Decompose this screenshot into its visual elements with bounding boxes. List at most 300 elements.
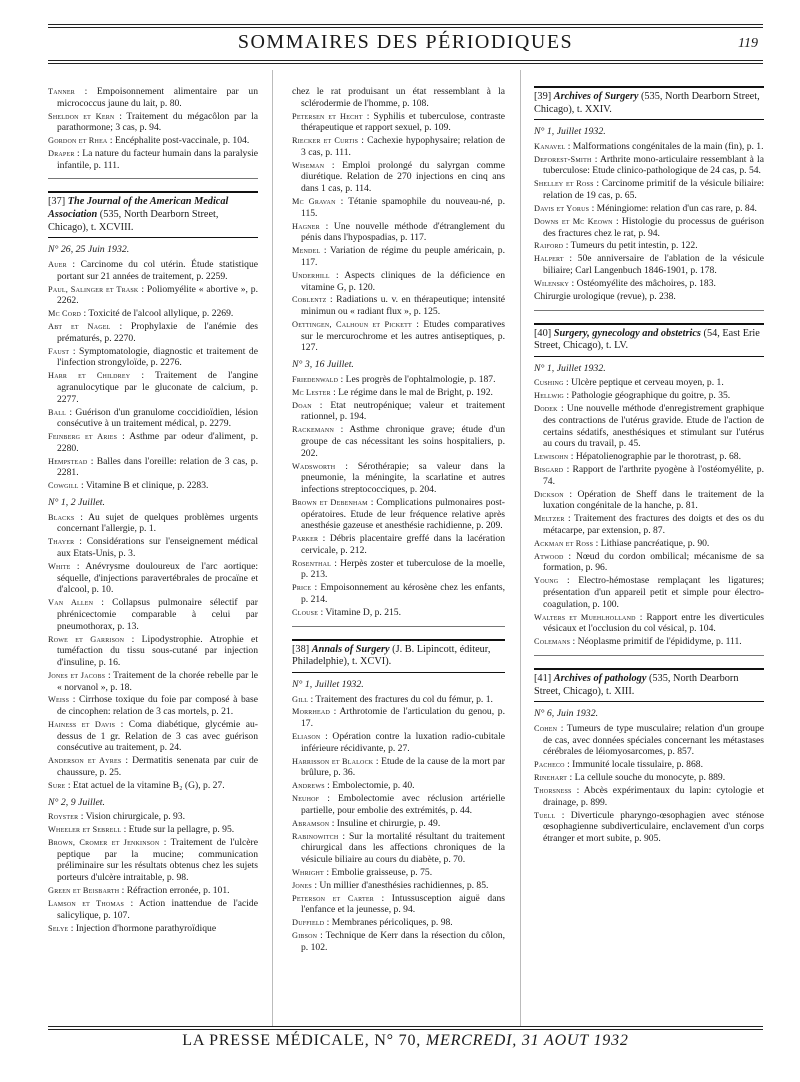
journal-number: [37] xyxy=(48,196,66,208)
entry-author: Wiseman xyxy=(292,160,325,170)
journal-title: Surgery, gynecology and obstetrics xyxy=(553,327,701,339)
bibliography-entry xyxy=(48,837,258,884)
bibliography-entry xyxy=(292,270,505,293)
entry-text: : Carcinome primitif de la vésicule biliaire: relation de 19 cas, p. 65. xyxy=(543,178,764,202)
entry-text: : Symptomatologie, diagnostic et traitement de l'infection strongyloïde, p. 2276. xyxy=(57,345,258,369)
entry-list xyxy=(48,811,258,934)
entry-author: Van Allen xyxy=(48,598,94,608)
entry-author: Auer xyxy=(48,259,67,269)
bibliography-entry xyxy=(292,374,505,386)
entry-author: Jones et Jacobs xyxy=(48,670,106,680)
header-rule xyxy=(48,63,763,64)
entry-text: : Toxicité de l'alcool allylique, p. 2269. xyxy=(83,308,234,320)
entry-text: : Réfraction erronée, p. 101. xyxy=(121,885,230,897)
bibliography-entry xyxy=(48,456,258,479)
section-divider xyxy=(292,626,505,627)
entry-list xyxy=(534,723,764,845)
entry-author: Clouse xyxy=(292,607,319,617)
column-right xyxy=(534,86,764,846)
journal-title: Archives of Surgery xyxy=(553,91,639,102)
entry-author: Hempstead xyxy=(48,456,88,466)
bibliography-entry xyxy=(292,867,505,879)
bibliography-entry xyxy=(534,216,764,239)
bibliography-entry xyxy=(48,431,258,454)
bibliography-entry xyxy=(48,284,258,307)
bibliography-entry xyxy=(48,346,258,369)
entry-text: : Sérothérapie; sa valeur dans la pneumonie, la méningite, la scarlatine et autres infections streptococciques, p. 204. xyxy=(301,460,505,495)
entry-text: : Carcinome du col utérin. Étude statistique portant sur 21 années de traitement, p. 2259. xyxy=(57,258,258,282)
bibliography-entry xyxy=(534,178,764,201)
bibliography-entry xyxy=(48,885,258,897)
bibliography-entry xyxy=(534,723,764,758)
entry-author: Mendel xyxy=(292,246,321,256)
entry-author: Lamson et Thomas xyxy=(48,898,125,908)
entry-author: Harrisson et Blalock xyxy=(292,756,374,766)
entry-author: Cohen xyxy=(534,723,558,733)
bibliography-entry xyxy=(48,780,258,792)
bibliography-entry xyxy=(292,319,505,354)
journal-title: The Journal of the American Medical Association xyxy=(48,196,229,221)
entry-author: Wilensky xyxy=(534,278,570,288)
bibliography-entry xyxy=(48,321,258,344)
journal-address: (54, East Erie Street, Chicago), t. LV. xyxy=(534,327,760,352)
entry-author: Paul, Salinger et Trask xyxy=(48,284,139,294)
journal-title: Archives of pathology xyxy=(553,672,647,684)
entry-text: : Vitamine B et clinique, p. 2283. xyxy=(81,480,209,492)
entry-author: Cushing xyxy=(534,378,564,388)
entry-author: Thorsness xyxy=(534,785,572,795)
entry-author: Walters et Muehlholland xyxy=(534,612,636,622)
entry-text: : Radiations u. v. en thérapeutique; intensité minimun ou « radiant flux », p. 125. xyxy=(301,294,506,318)
entry-author: Underhill xyxy=(292,270,330,280)
entry-author: Davis et Yorus xyxy=(534,203,590,213)
entry-text: chez le rat produisant un état ressemblant à la sclérodermie de l'homme, p. 108. xyxy=(292,86,505,109)
entry-author: Thayer xyxy=(48,537,75,547)
entry-text: : Une nouvelle méthode d'enregistrement graphique des contractions de l'utérus gravide. Etude de l'action de certains sédatifs, anesthésiques et stimulant sur l'utérus au cours du travail, p. 45. xyxy=(543,403,764,450)
entry-text: : Electro-hémostase remplaçant les ligatures; présentation d'un appareil petit et simple pour électro-coagulation, p. 100. xyxy=(543,575,764,610)
bibliography-entry xyxy=(534,451,764,463)
bibliography-entry xyxy=(534,575,764,610)
bibliography-entry xyxy=(292,245,505,268)
entry-author: Sheldon et Kern xyxy=(48,111,115,121)
entry-list xyxy=(48,259,258,492)
journal-number: [38] xyxy=(292,643,310,655)
bibliography-entry xyxy=(292,831,505,866)
entry-text: : La cellule souche du monocyte, p. 889. xyxy=(569,772,726,784)
bibliography-entry xyxy=(534,253,764,276)
entry-text: : Pathologie géographique du goitre, p. 35. xyxy=(566,390,731,402)
entry-list xyxy=(534,141,764,303)
entry-text: : Embolie graisseuse, p. 75. xyxy=(326,866,433,878)
entry-text: : Coma diabétique, glycémie au-dessus de 1 gr. Relation de 3 cas avec guérison consécutive au traitement, p. 24. xyxy=(57,718,258,754)
header-rule xyxy=(48,24,763,25)
entry-author: Rabinowitch xyxy=(292,831,339,841)
bibliography-entry xyxy=(534,403,764,450)
entry-text: : Le régime dans le mal de Bright, p. 192. xyxy=(333,386,493,398)
bibliography-entry xyxy=(48,561,258,596)
entry-text: : Nœud du cordon ombilical; mécanisme de sa formation, p. 96. xyxy=(543,550,764,574)
entry-author: Feinberg et Aries xyxy=(48,432,118,442)
entry-text: : Intussusception aiguë dans l'enfance et la jeunesse, p. 94. xyxy=(301,892,505,916)
bibliography-entry xyxy=(48,898,258,921)
bibliography-entry xyxy=(292,706,505,729)
entry-text: : Technique de Kerr dans la résection du côlon, p. 102. xyxy=(301,930,505,953)
bibliography-entry xyxy=(534,154,764,177)
page-number: 119 xyxy=(738,36,758,51)
page-footer xyxy=(48,1032,763,1050)
bibliography-entry xyxy=(292,818,505,830)
entry-author: Rinehart xyxy=(534,773,568,783)
entry-author: Rosenthal xyxy=(292,558,331,568)
bibliography-entry xyxy=(292,111,505,134)
journal-number: [40] xyxy=(534,327,552,339)
section-divider xyxy=(48,178,258,179)
bibliography-entry xyxy=(292,917,505,929)
entry-author: Duffield xyxy=(292,918,325,928)
entry-text: : Considérations sur l'enseignement médical aux Etats-Unis, p. 3. xyxy=(57,536,258,560)
entry-text: : Traitement de l'ulcère peptique par la mucine; communication préliminaire sur les résultats obtenus chez les sujets porteurs d'ulcère intraitable, p. 98. xyxy=(57,837,258,884)
journal-number: [39] xyxy=(534,91,552,102)
bibliography-entry xyxy=(48,480,258,492)
entry-author: Faust xyxy=(48,346,70,356)
entry-text: : Vision chirurgicale, p. 93. xyxy=(80,811,186,823)
entry-author: Hainess et Davis xyxy=(48,719,116,729)
bibliography-entry xyxy=(534,810,764,845)
bibliography-entry xyxy=(534,240,764,252)
footer-publication: LA PRESSE MÉDICALE, xyxy=(182,1032,370,1049)
bibliography-entry xyxy=(292,694,505,706)
entry-author: Dodek xyxy=(534,404,558,414)
entry-author: Riecker et Curtis xyxy=(292,136,359,146)
entry-text: : Guérison d'un granulome coccidioïdien, lésion consécutive à un traitement médical, p. 2279. xyxy=(57,406,258,430)
entry-author: Kanavel xyxy=(534,141,566,151)
entry-text: : Abcès expérimentaux du lapin: cytologie et drainage, p. 899. xyxy=(543,784,764,808)
entry-author: Sure xyxy=(48,780,66,790)
bibliography-entry xyxy=(48,370,258,405)
bibliography-entry xyxy=(292,497,505,532)
entry-author: Rowe et Garrison xyxy=(48,634,125,644)
entry-text: : Lipodystrophie. Atrophie et tuméfaction du tissu sous-cutané par injection d'insuline, p. 16. xyxy=(57,633,258,668)
entry-author: Draper xyxy=(48,149,75,159)
entry-author: Rackemann xyxy=(292,425,335,435)
entry-author: Lewisohn xyxy=(534,452,569,462)
bibliography-entry xyxy=(292,294,505,317)
entry-text: : Asthme par odeur d'aliment, p. 2280. xyxy=(57,431,259,454)
bibliography-entry xyxy=(48,259,258,282)
journal-heading xyxy=(534,86,764,120)
entry-author: Raiford xyxy=(534,241,564,251)
entry-author: Ackman et Ross xyxy=(534,538,594,548)
bibliography-entry xyxy=(48,148,258,171)
entry-author: Tuell xyxy=(534,810,556,820)
entry-author: Selye xyxy=(48,923,69,933)
column-divider xyxy=(520,70,521,1026)
entry-list xyxy=(292,694,505,954)
bibliography-entry xyxy=(534,612,764,635)
entry-text: : Collapsus pulmonaire sélectif par phrénicectomie comparable à celui par pneumothorax, p. 13. xyxy=(57,597,258,632)
entry-author: Morrhead xyxy=(292,707,330,717)
entry-text: : Variation de régime du peuple américain, p. 117. xyxy=(301,245,505,268)
entry-text: : Prophylaxie de l'anémie des prématurés, p. 2270. xyxy=(57,321,258,344)
entry-list xyxy=(292,86,505,354)
entry-text: : Malformations congénitales de la main (fin), p. 1. xyxy=(567,140,764,152)
entry-text: : Action inattendue de l'acide salicylique, p. 107. xyxy=(57,897,258,921)
entry-author: Meltzer xyxy=(534,514,565,524)
entry-author: Hagner xyxy=(292,221,320,231)
issue-label: N° 1, 2 Juillet. xyxy=(48,497,105,509)
column-left xyxy=(48,86,258,935)
entry-author: Brown et Debenham xyxy=(292,497,368,507)
entry-author: Wheeler et Sebrell xyxy=(48,825,122,835)
bibliography-entry xyxy=(292,731,505,754)
issue-label: N° 1, Juillet 1932. xyxy=(534,126,606,138)
bibliography-entry xyxy=(48,694,258,717)
entry-text: : Débris placentaire greffé dans la lacération cervicale, p. 212. xyxy=(301,533,505,556)
journal-heading xyxy=(292,639,505,673)
bibliography-entry xyxy=(292,756,505,779)
bibliography-entry xyxy=(48,111,258,134)
bibliography-entry xyxy=(534,291,764,303)
bibliography-entry xyxy=(534,141,764,153)
entry-text: : Syphilis et tuberculose, contraste thérapeutique et rapport sexuel, p. 109. xyxy=(301,110,505,134)
entry-text: : Arthrotomie de l'articulation du genou, p. 17. xyxy=(301,706,505,730)
journal-title: Annals of Surgery xyxy=(311,643,390,655)
bibliography-entry xyxy=(292,880,505,892)
entry-author: Gordon et Rhea xyxy=(48,136,108,146)
entry-text: : Méningiome: relation d'un cas rare, p. 84. xyxy=(591,202,757,214)
bibliography-entry xyxy=(292,607,505,619)
entry-author: Colemans xyxy=(534,637,571,647)
entry-author: Ball xyxy=(48,407,66,417)
entry-author: Abramson xyxy=(292,818,330,828)
entry-text: : Herpès zoster et tuberculose de la moelle, p. 213. xyxy=(301,557,505,581)
entry-text: : Membranes péricoliques, p. 98. xyxy=(326,917,453,929)
entry-text: : Lithiase pancréatique, p. 90. xyxy=(595,537,710,549)
journal-number: [41] xyxy=(534,672,552,684)
column-middle xyxy=(292,86,505,955)
entry-text: : Encéphalite post-vaccinale, p. 104. xyxy=(109,135,250,147)
entry-list xyxy=(48,512,258,792)
entry-text: : Empoisonnement au kérosène chez les enfants, p. 214. xyxy=(301,582,505,606)
entry-author: Jones xyxy=(292,880,312,890)
entry-author: Deforest-Smith xyxy=(534,154,592,164)
bibliography-entry xyxy=(48,512,258,535)
bibliography-entry xyxy=(534,785,764,808)
bibliography-entry xyxy=(292,86,505,109)
entry-text: : Histologie du processus de guérison des fractures chez le rat, p. 94. xyxy=(543,215,764,239)
entry-author: Blacks xyxy=(48,512,75,522)
entry-author: Royster xyxy=(48,812,79,822)
entry-author: Gill xyxy=(292,694,309,704)
entry-text: : Rapport entre les diverticules vésicaux et l'occlusion du col vésical, p. 104. xyxy=(543,611,764,635)
entry-text: : Etat actuel de la vitamine B₂ (G), p. 27. xyxy=(67,779,225,791)
entry-author: Eliason xyxy=(292,731,321,741)
journal-heading xyxy=(534,668,764,702)
entry-text: : Complications pulmonaires post-opératoires. Etude de leur fréquence relative après anesthésie gazeuse et anesthésie rachidienne, p. 209. xyxy=(301,496,505,532)
bibliography-entry xyxy=(48,407,258,430)
entry-text: : Cirrhose toxique du foie par composé à base de cincophen: relation de 3 cas mortels, p. 21. xyxy=(57,694,258,718)
bibliography-entry xyxy=(292,780,505,792)
issue-label: N° 1, Juillet 1932. xyxy=(534,362,606,374)
footer-rule xyxy=(48,1029,763,1030)
bibliography-entry xyxy=(534,538,764,550)
entry-text: : Ostéomyélite des mâchoires, p. 183. xyxy=(571,277,716,289)
entry-text: : Anévrysme douloureux de l'arc aortique: séquelle, d'injections paravertébrales de procaïne et d'alcool, p. 10. xyxy=(57,560,259,596)
entry-text: : Traitement de la chorée rebelle par le « norvanol », p. 18. xyxy=(57,669,258,693)
entry-author: Hellwig xyxy=(534,391,564,401)
bibliography-entry xyxy=(292,387,505,399)
entry-author: Dickson xyxy=(534,489,564,499)
entry-text: : Etude sur la pellagre, p. 95. xyxy=(123,824,235,836)
bibliography-entry xyxy=(48,719,258,754)
footer-rule xyxy=(48,1026,763,1027)
journal-heading xyxy=(48,191,258,238)
entry-text: : Etat neutropénique; valeur et traitement rationnel, p. 194. xyxy=(301,399,506,423)
footer-date: MERCREDI, 31 AOUT 1932 xyxy=(425,1032,629,1049)
entry-text: : Embolectomie avec réclusion artérielle partielle, pour embolie des extrémités, p. 44. xyxy=(301,793,505,816)
entry-text: : Balles dans l'oreille: relation de 3 cas, p. 2281. xyxy=(57,455,258,479)
entry-text: : Etude de la cause de la mort par brûlure, p. 36. xyxy=(301,755,505,779)
bibliography-entry xyxy=(48,308,258,320)
entry-text: : Injection d'hormone parathyroïdique xyxy=(70,922,217,934)
entry-author: Mc Cord xyxy=(48,309,82,319)
entry-author: Petersen et Hecht xyxy=(292,111,363,121)
bibliography-entry xyxy=(534,377,764,389)
entry-author: Mc Lester xyxy=(292,387,331,397)
entry-author: Weiss xyxy=(48,695,70,705)
entry-text: : Hépatolienographie par le thorotrast, p. 68. xyxy=(570,451,741,463)
entry-text: : Poliomyélite « abortive », p. 2262. xyxy=(57,283,258,307)
bibliography-entry xyxy=(292,221,505,244)
bibliography-entry xyxy=(292,160,505,195)
entry-list xyxy=(534,377,764,648)
entry-author: Atwood xyxy=(534,551,564,561)
page-title: SOMMAIRES DES PÉRIODIQUES xyxy=(237,31,574,53)
entry-text: : Sur la mortalité résultant du traitement chirurgical dans les affections chroniques de la vésicule biliaire au cours du diabète, p. 70. xyxy=(301,830,505,865)
issue-label: N° 2, 9 Juillet. xyxy=(48,796,105,808)
entry-author: Peterson et Carter xyxy=(292,893,374,903)
bibliography-entry xyxy=(292,533,505,556)
bibliography-entry xyxy=(534,390,764,402)
entry-text: : Vitamine D, p. 215. xyxy=(320,606,402,618)
bibliography-entry xyxy=(292,424,505,459)
entry-text: : Rapport de l'arthrite pyogène à l'ostéomyélite, p. 74. xyxy=(543,464,764,487)
entry-text: : Une nouvelle méthode d'étranglement du pénis dans l'hypospadias, p. 117. xyxy=(301,220,505,244)
entry-author: Whright xyxy=(292,867,324,877)
entry-author: Doan xyxy=(292,400,312,410)
entry-author: Young xyxy=(534,576,559,586)
entry-author: Abt et Nagel xyxy=(48,322,111,332)
bibliography-entry xyxy=(534,278,764,290)
entry-author: Shelley et Ross xyxy=(534,179,594,189)
bibliography-entry xyxy=(292,400,505,423)
entry-author: Green et Beisbarth xyxy=(48,886,120,896)
bibliography-entry xyxy=(534,464,764,487)
entry-text: : La nature du facteur humain dans la paralysie infantile, p. 111. xyxy=(57,148,258,171)
bibliography-entry xyxy=(48,811,258,823)
bibliography-entry xyxy=(48,86,258,109)
entry-author: Mc Gravan xyxy=(292,197,336,207)
entry-text: : Traitement des fractures du col du fémur, p. 1. xyxy=(310,693,493,705)
bibliography-entry xyxy=(534,551,764,574)
entry-author: Andrews xyxy=(292,781,325,791)
header-rule xyxy=(48,27,763,28)
entry-author: Brown, Cromer et Jenkinson xyxy=(48,838,160,848)
entry-author: Anderson et Ayres xyxy=(48,756,122,766)
entry-author: Friedenwald xyxy=(292,374,339,384)
entry-text: : Immunité locale tissulaire, p. 868. xyxy=(567,759,703,771)
column-divider xyxy=(272,70,273,1026)
entry-text: : Au sujet de quelques problèmes urgents concernant l'allergie, p. 1. xyxy=(57,511,258,535)
entry-text: : Les progrès de l'ophtalmologie, p. 187. xyxy=(340,373,496,385)
entry-text: Chirurgie urologique (revue), p. 238. xyxy=(534,290,676,302)
entry-author: Cowgill xyxy=(48,481,79,491)
bibliography-entry xyxy=(534,772,764,784)
bibliography-entry xyxy=(48,536,258,559)
bibliography-entry xyxy=(292,558,505,581)
bibliography-entry xyxy=(48,670,258,693)
bibliography-entry xyxy=(292,582,505,605)
bibliography-entry xyxy=(48,824,258,836)
entry-author: Tanner xyxy=(48,87,75,96)
entry-text: : Traitement des fractures des doigts et des os du métacarpe, par extension, p. 87. xyxy=(543,513,764,536)
entry-text: : 50e anniversaire de l'ablation de la vésicule biliaire; Carl Langenbuch 1846-1901, p. 178. xyxy=(543,253,764,277)
entry-list xyxy=(292,374,505,619)
bibliography-entry xyxy=(292,793,505,816)
bibliography-entry xyxy=(534,636,764,648)
entry-text: : Etudes comparatives sur le mercurochrome et les autres antiseptiques, p. 127. xyxy=(301,319,505,354)
bibliography-entry xyxy=(292,461,505,496)
entry-text: : Traitement de l'angine agranulocytique par le gluconate de calcium, p. 2277. xyxy=(57,370,258,405)
entry-text: : Opération contre la luxation radio-cubitale inférieure récidivante, p. 27. xyxy=(301,730,505,754)
journal-address: (J. B. Lipincott, éditeur, Philadelphie), t. XCVI). xyxy=(292,643,491,668)
entry-text: : Ulcère peptique et cerveau moyen, p. 1. xyxy=(566,377,724,389)
entry-text: : Tumeurs du petit intestin, p. 122. xyxy=(565,240,698,252)
entry-text: : Traitement du mégacôlon par la parathormone; 3 cas, p. 94. xyxy=(57,110,258,134)
bibliography-entry xyxy=(534,489,764,512)
entry-text: : Néoplasme primitif de l'épididyme, p. 111. xyxy=(572,636,742,648)
entry-author: Price xyxy=(292,583,312,593)
entry-text: : Embolectomie, p. 40. xyxy=(327,780,415,792)
entry-text: : Tétanie spamophile du nouveau-né, p. 115. xyxy=(301,196,505,219)
entry-author: Pacheco xyxy=(534,760,565,770)
entry-author: Oettingen, Calhoun et Pickett xyxy=(292,320,412,330)
issue-label: N° 1, Juillet 1932. xyxy=(292,678,364,690)
bibliography-entry xyxy=(292,135,505,158)
bibliography-entry xyxy=(48,597,258,632)
journal-address: (535, North Dearborn Street, Chicago), t. XXIV. xyxy=(534,91,760,115)
entry-text: : Empoisonnement alimentaire par un micrococcus jaune du lait, p. 80. xyxy=(57,86,258,109)
issue-label: N° 6, Juin 1932. xyxy=(534,708,599,720)
section-divider xyxy=(534,655,764,656)
bibliography-entry xyxy=(534,203,764,215)
entry-author: Halpert xyxy=(534,254,564,264)
entry-author: Wadsworth xyxy=(292,461,336,471)
bibliography-entry xyxy=(292,196,505,219)
entry-author: Neuhof xyxy=(292,794,320,804)
bibliography-entry xyxy=(48,755,258,778)
bibliography-entry xyxy=(48,923,258,935)
entry-text: : Diverticule pharyngo-œsophagien avec sténose œsophagienne subdiverticulaire, enclavement d'un corps étranger et mort subite, p. 905. xyxy=(543,809,764,844)
bibliography-entry xyxy=(48,135,258,147)
entry-text: : Cachexie hypophysaire; relation de 3 cas, p. 111. xyxy=(301,135,505,158)
journal-address: (535, North Dearborn Street, Chicago), t. XCVIII. xyxy=(48,209,219,233)
entry-author: Parker xyxy=(292,534,319,544)
entry-author: Coblentz xyxy=(292,295,327,305)
entry-text: : Asthme chronique grave; étude d'un groupe de cas nécessitant les soins hospitaliers, p. 202. xyxy=(301,424,506,459)
bibliography-entry xyxy=(48,634,258,669)
journal-heading xyxy=(534,323,764,357)
